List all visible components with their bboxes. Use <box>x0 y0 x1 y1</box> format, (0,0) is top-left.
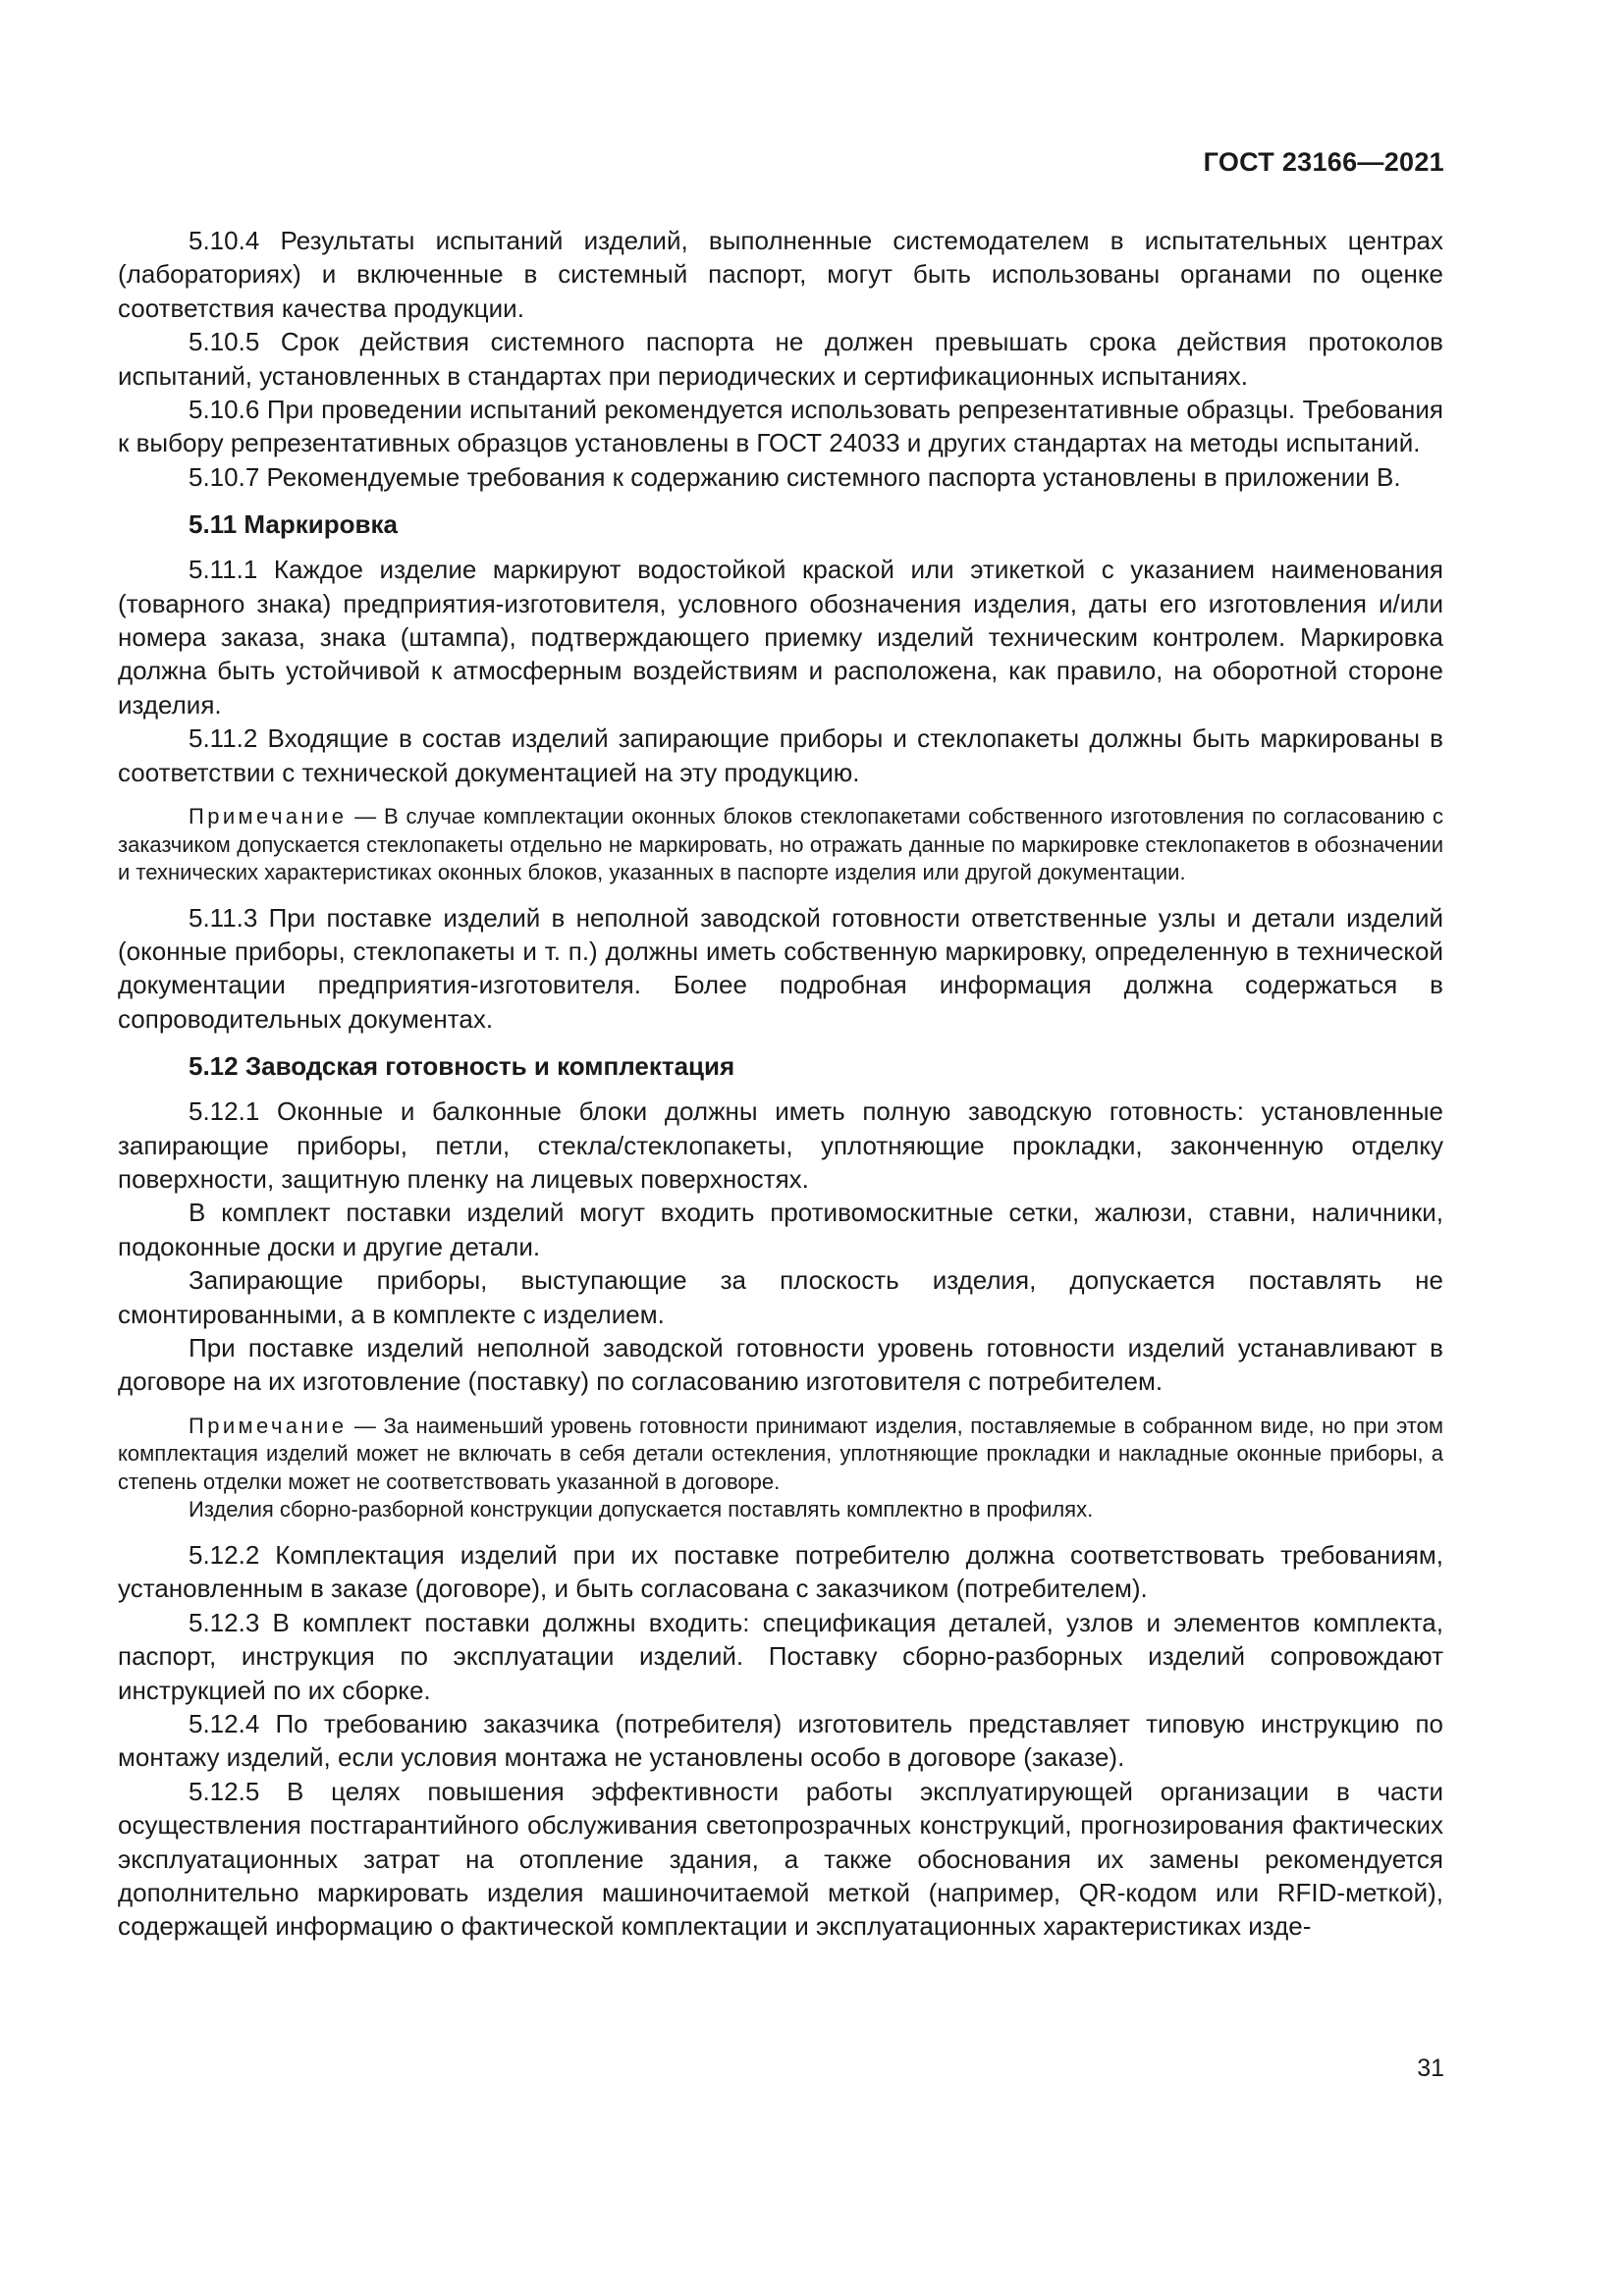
document-body <box>118 224 1443 1944</box>
paragraph-5-11-2: 5.11.2 Входящие в состав изделий запирающие приборы и стеклопакеты должны быть маркированы в соответствии с технической документацией на эту продукцию. <box>118 723 1443 787</box>
note-label: Примечание <box>189 1413 348 1438</box>
page-number: 31 <box>1417 2055 1444 2082</box>
paragraph-5-12-1: 5.12.1 Оконные и балконные блоки должны иметь полную заводскую готовность: установленные запирающие приборы, петли, стекла/стеклопакеты, уплотняющие прокладки, законченную отделку поверхности, защитную пленку на лицевых поверхностях. <box>118 1096 1443 1195</box>
note-text: — В случае комплектации оконных блоков стеклопакетами собственного изготовления по согласованию с заказчиком допускается стеклопакеты отдельно не маркировать, но отражать данные по маркировке стеклопакетов в обозначении и технических характеристиках оконных блоков, указанных в паспорте изделия или другой документации. <box>118 804 1443 885</box>
paragraph-5-11-3: 5.11.3 При поставке изделий в неполной заводской готовности ответственные узлы и детали изделий (оконные приборы, стеклопакеты и т. п.) должны иметь собственную маркировку, определенную в технической документации предприятия-изготовителя. Более подробная информация должна содержаться в сопроводительных документах. <box>118 902 1443 1034</box>
paragraph-5-10-6: 5.10.6 При проведении испытаний рекомендуется использовать репрезентативные образцы. Требования к выбору репрезентативных образцов установлены в ГОСТ 24033 и других стандартах на методы испытаний. <box>118 395 1443 458</box>
paragraph-5-12-5: 5.12.5 В целях повышения эффективности работы эксплуатирующей организации в части осуществления постгарантийного обслуживания светопрозрачных конструкций, прогнозирования фактических эксплуатационных затрат на отопление здания, а также обоснования их замены рекомендуется дополнительно маркировать изделия машиночитаемой меткой (например, QR-кодом или RFID-меткой), содержащей информацию о фактической комплектации и эксплуатационных характеристиках изде- <box>118 1776 1443 1942</box>
paragraph-5-10-4: 5.10.4 Результаты испытаний изделий, выполненные системодателем в испытательных центрах (лабораториях) и включенные в системный паспорт, могут быть использованы органами по оценке соответствия качества продукции. <box>118 226 1443 323</box>
section-heading-5-11: 5.11 Маркировка <box>189 509 398 540</box>
paragraph-5-10-7: 5.10.7 Рекомендуемые требования к содержанию системного паспорта установлены в приложении В. <box>189 461 1401 492</box>
note-block-1 <box>118 803 1443 887</box>
note-text: — За наименьший уровень готовности принимают изделия, поставляемые в собранном виде, но при этом комплектация изделий может не включать в себя детали остекления, уплотняющие прокладки и накладные оконные приборы, а степень отделки может не соответствовать указанной в договоре. <box>118 1413 1443 1494</box>
section-heading-5-12: 5.12 Заводская готовность и комплектация <box>189 1051 735 1082</box>
note-1 <box>118 803 1443 887</box>
note-2-extra: Изделия сборно-разборной конструкции допускается поставлять комплектно в профилях. <box>189 1497 1094 1522</box>
paragraph-5-12-2: 5.12.2 Комплектация изделий при их поставке потребителю должна соответствовать требованиям, установленным в заказе (договоре), и быть согласована с заказчиком (потребителем). <box>118 1539 1443 1604</box>
note-2 <box>118 1413 1443 1497</box>
paragraph-5-12-4: 5.12.4 По требованию заказчика (потребителя) изготовитель представляет типовую инструкцию по монтажу изделий, если условия монтажа не установлены особо в договоре (заказе). <box>118 1708 1443 1773</box>
note-label: Примечание <box>189 804 348 829</box>
paragraph-5-12-1-d: При поставке изделий неполной заводской готовности уровень готовности изделий устанавливают в договоре на их изготовление (поставку) по согласованию изготовителя с потребителем. <box>118 1333 1443 1397</box>
note-block-2 <box>118 1413 1443 1524</box>
paragraph-5-12-1-b: В комплект поставки изделий могут входить противомоскитные сетки, жалюзи, ставни, наличники, подоконные доски и другие детали. <box>118 1198 1443 1261</box>
document-header: ГОСТ 23166—2021 <box>1203 147 1444 177</box>
paragraph-5-12-1-c: Запирающие приборы, выступающие за плоскость изделия, допускается поставлять не смонтированными, а в комплекте с изделием. <box>118 1265 1443 1329</box>
paragraph-5-11-1: 5.11.1 Каждое изделие маркируют водостойкой краской или этикеткой с указанием наименования (товарного знака) предприятия-изготовителя, условного обозначения изделия, даты его изготовления и/или номера заказа, знака (штампа), подтверждающего приемку изделий техническим контролем. Маркировка должна быть устойчивой к атмосферным воздействиям и расположена, как правило, на оборотной стороне изделия. <box>118 555 1443 720</box>
paragraph-5-12-3: 5.12.3 В комплект поставки должны входить: спецификация деталей, узлов и элементов комплекта, паспорт, инструкция по эксплуатации изделий. Поставку сборно-разборных изделий сопровождают инструкцией по их сборке. <box>118 1607 1443 1705</box>
paragraph-5-10-5: 5.10.5 Срок действия системного паспорта не должен превышать срока действия протоколов испытаний, установленных в стандартах при периодических и сертификационных испытаниях. <box>118 327 1443 391</box>
